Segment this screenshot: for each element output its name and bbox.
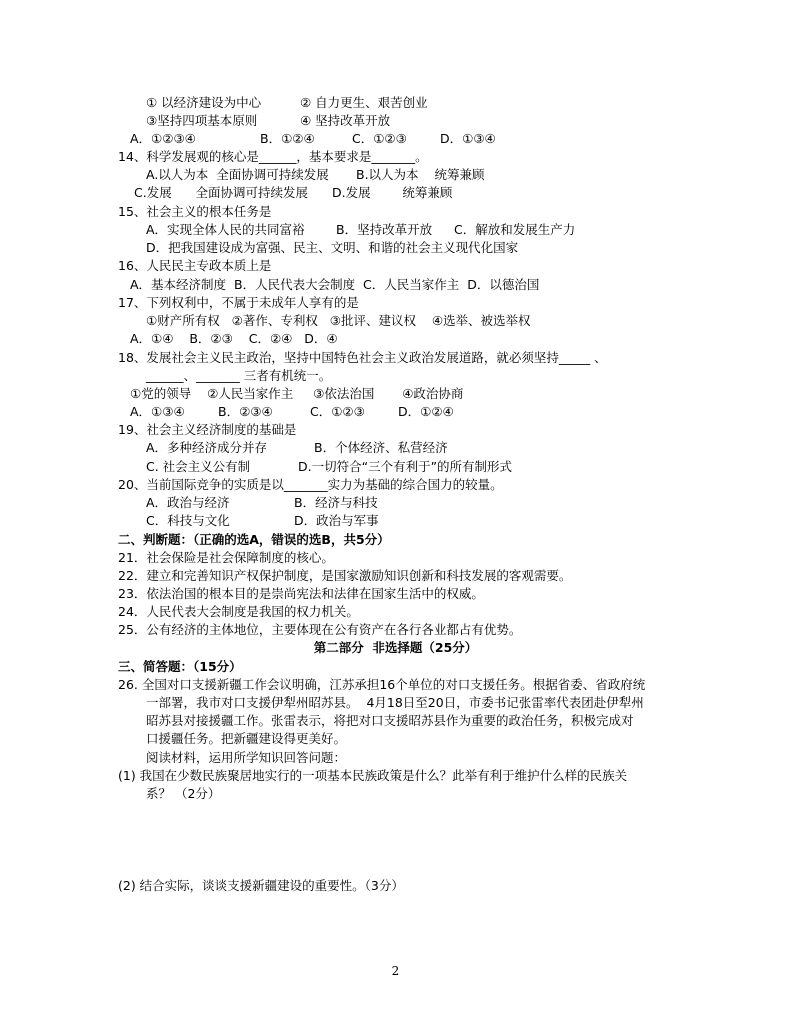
q14-stem: 14、科学发展观的核心是______，基本要求是_______。 <box>118 149 428 164</box>
q14-option-d: D.发展 统筹兼顾 <box>332 185 453 200</box>
q13-item-3: ③坚持四项基本原则 <box>146 113 258 128</box>
q16-options: A．基本经济制度 B．人民代表大会制度 C．人民当家作主 D．以德治国 <box>130 277 540 292</box>
q18-items: ①党的领导 ②人民当家作主 ③依法治国 ④政治协商 <box>130 386 464 401</box>
q26-subquestion-2: (2) 结合实际，谈谈支援新疆建设的重要性。（3分） <box>118 878 404 893</box>
q20-option-c: C．科技与文化 <box>146 513 230 528</box>
q17-items: ①财产所有权 ②著作、专利权 ③批评、建议权 ④选举、被选举权 <box>146 313 531 328</box>
q24: 24．人民代表大会制度是我国的权力机关。 <box>118 604 359 619</box>
q19-stem: 19、社会主义经济制度的基础是 <box>118 422 297 437</box>
q18-option-d: D．①②④ <box>398 404 454 419</box>
q17-stem: 17、下列权利中，不属于未成年人享有的是 <box>118 295 359 310</box>
q26-instruction: 阅读材料，运用所学知识回答问题： <box>146 750 347 765</box>
q15-option-d: D．把我国建设成为富强、民主、文明、和谐的社会主义现代化国家 <box>146 240 519 255</box>
q18-stem-line2: ______、_______ 三者有机统一。 <box>146 368 332 383</box>
q14-option-b: B.以人为本 统筹兼顾 <box>356 167 485 182</box>
q19-option-a: A．多种经济成分并存 <box>146 440 268 455</box>
section-2-title: 二、判断题：（正确的选A，错误的选B，共5分） <box>118 532 390 547</box>
q13-item-2: ② 自力更生、艰苦创业 <box>300 95 428 110</box>
q16-stem: 16、人民民主专政本质上是 <box>118 258 272 273</box>
q13-option-d: D．①③④ <box>440 131 496 146</box>
q14-option-a: A.以人为本 全面协调可持续发展 <box>146 167 329 182</box>
q15-option-a: A．实现全体人民的共同富裕 <box>146 222 305 237</box>
q13-option-b: B．①②④ <box>260 131 315 146</box>
q14-option-c: C.发展 全面协调可持续发展 <box>134 185 309 200</box>
q25: 25．公有经济的主体地位，主要体现在公有资产在各行各业都占有优势。 <box>118 622 522 637</box>
q13-option-c: C．①②③ <box>352 131 407 146</box>
q18-option-b: B．②③④ <box>218 404 273 419</box>
section-3-title: 三、简答题：（15分） <box>118 659 242 674</box>
q23: 23．依法治国的根本目的是崇尚宪法和法律在国家生活中的权威。 <box>118 586 484 601</box>
q19-option-d: D.一切符合“三个有利于”的所有制形式 <box>298 459 513 474</box>
q26-material-line4: 口援疆任务。把新疆建设得更美好。 <box>146 731 347 746</box>
q18-option-c: C．①②③ <box>310 404 365 419</box>
q15-option-b: B．坚持改革开放 <box>336 222 433 237</box>
q13-item-1: ① 以经济建设为中心 <box>146 95 262 110</box>
q15-stem: 15、社会主义的根本任务是 <box>118 204 272 219</box>
q15-option-c: C．解放和发展生产力 <box>454 222 576 237</box>
q26-material-line3: 昭苏县对接援疆工作。张雷表示，将把对口支援昭苏县作为重要的政治任务，积极完成对 <box>146 713 634 728</box>
q20-option-b: B．经济与科技 <box>294 495 378 510</box>
q22: 22．建立和完善知识产权保护制度，是国家激励知识创新和科技发展的客观需要。 <box>118 568 572 583</box>
q17-options: A．①④ B．②③ C．②④ D．④ <box>130 331 338 346</box>
q26-material-line1: 26. 全国对口支援新疆工作会议明确，江苏承担16个单位的对口支援任务。根据省委、省政府统 <box>118 677 646 692</box>
part-2-title: 第二部分 非选择题（25分） <box>313 640 478 655</box>
q20-stem: 20、当前国际竞争的实质是以_______实力为基础的综合国力的较量。 <box>118 477 503 492</box>
page-number: 2 <box>391 964 400 978</box>
q19-option-b: B．个体经济、私营经济 <box>314 440 448 455</box>
q20-option-a: A．政治与经济 <box>146 495 230 510</box>
q21: 21．社会保险是社会保障制度的核心。 <box>118 550 334 565</box>
q26-subquestion-1-line2: 系？ （2分） <box>146 786 221 801</box>
q13-option-a: A．①②③④ <box>130 131 196 146</box>
q18-stem-line1: 18、发展社会主义民主政治，坚持中国特色社会主义政治发展道路，就必须坚持_____ 、 <box>118 350 607 365</box>
q20-option-d: D．政治与军事 <box>294 513 379 528</box>
q18-option-a: A．①③④ <box>130 404 185 419</box>
q19-option-c: C. 社会主义公有制 <box>146 459 251 474</box>
q13-item-4: ④ 坚持改革开放 <box>300 113 391 128</box>
q26-material-line2: 一部署，我市对口支援伊犁州昭苏县。 4月18日至20日，市委书记张雷率代表团赴伊犁州 <box>146 695 644 710</box>
q26-subquestion-1-line1: (1) 我国在少数民族聚居地实行的一项基本民族政策是什么？此举有利于维护什么样的民族关 <box>118 768 628 783</box>
